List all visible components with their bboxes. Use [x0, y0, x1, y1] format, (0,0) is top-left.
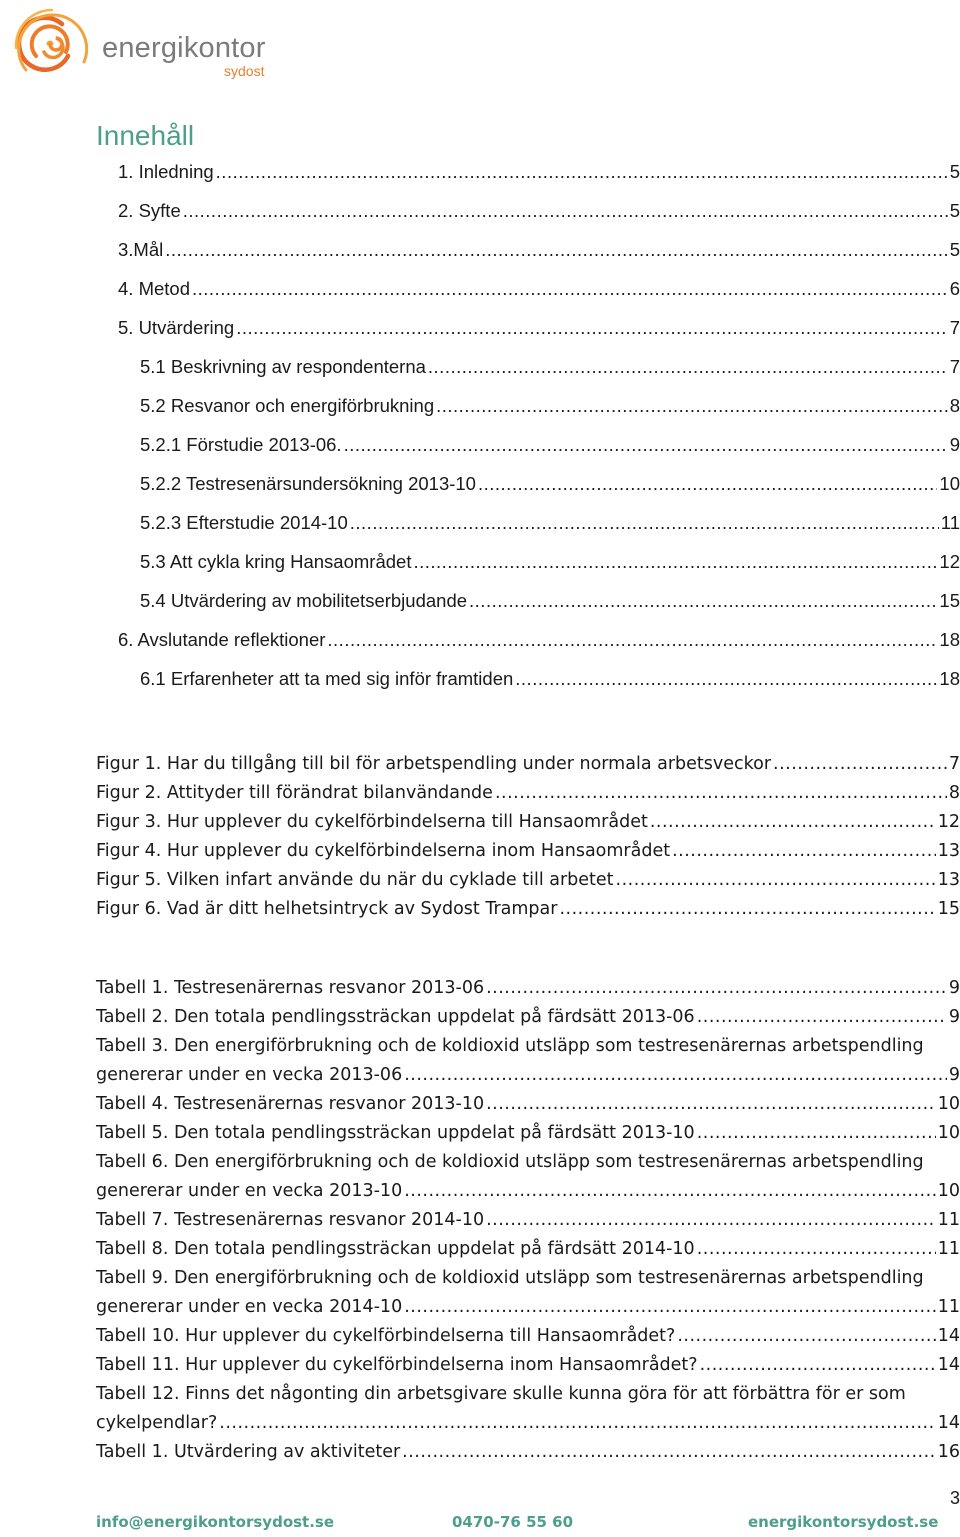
toc-page: 18 [939, 629, 960, 650]
leader-dots [404, 1063, 947, 1087]
table-label: Tabell 11. Hur upplever du cykelförbindelserna inom Hansaområdet? [96, 1355, 698, 1375]
spiral-logo-icon [6, 4, 96, 84]
leader-dots [495, 781, 947, 805]
figure-entry[interactable] [96, 834, 960, 863]
toc-label: 5.2.1 Förstudie 2013-06. [140, 434, 342, 455]
leader-dots [697, 1237, 936, 1261]
table-page: 14 [937, 1326, 960, 1346]
toc-label: 1. Inledning [118, 161, 214, 182]
figure-entry[interactable] [96, 892, 960, 921]
table-label: genererar under en vecka 2013-06 [96, 1065, 403, 1085]
table-label: Tabell 1. Testresenärernas resvanor 2013-06 [96, 978, 485, 998]
leader-dots [236, 316, 948, 340]
table-page: 14 [937, 1413, 960, 1433]
table-entry[interactable] [96, 1058, 960, 1087]
table-entry-line1[interactable]: Tabell 6. Den energiförbrukning och de koldioxid utsläpp som testresenärernas arbetspendling [96, 1152, 924, 1172]
figure-page: 15 [937, 899, 960, 919]
table-entry[interactable] [96, 1174, 960, 1203]
table-page: 10 [937, 1181, 960, 1201]
toc-page: 5 [949, 239, 960, 260]
toc-label: 5.1 Beskrivning av respondenterna [140, 356, 426, 377]
table-label: Tabell 10. Hur upplever du cykelförbindelserna till Hansaområdet? [96, 1326, 676, 1346]
footer-phone[interactable]: 0470-76 55 60 [452, 1513, 574, 1531]
toc-entry[interactable] [140, 585, 960, 613]
footer-web-link[interactable]: energikontorsydost.se [748, 1513, 939, 1531]
leader-dots [413, 550, 937, 574]
table-page: 11 [937, 1239, 960, 1259]
table-entry[interactable] [96, 1116, 960, 1145]
figure-page: 7 [948, 754, 960, 774]
figure-entry[interactable] [96, 863, 960, 892]
logo-sub-text: sydost [224, 63, 265, 79]
table-list [96, 971, 960, 1464]
table-page: 9 [948, 1065, 960, 1085]
leader-dots [650, 810, 936, 834]
leader-dots [773, 752, 947, 776]
toc-label: 5.2 Resvanor och energiförbrukning [140, 395, 435, 416]
toc-page: 5 [949, 200, 960, 221]
table-entry[interactable] [96, 1232, 960, 1261]
leader-dots [616, 868, 936, 892]
leader-dots [486, 1092, 936, 1116]
leader-dots [436, 394, 948, 418]
figure-entry[interactable] [96, 805, 960, 834]
leader-dots [486, 976, 947, 1000]
leader-dots [344, 433, 948, 457]
toc-label: 6.1 Erfarenheter att ta med sig inför framtiden [140, 668, 514, 689]
figure-page: 13 [937, 841, 960, 861]
leader-dots [697, 1005, 947, 1029]
toc-entry[interactable] [118, 312, 960, 340]
leader-dots [559, 897, 935, 921]
figure-label: Figur 3. Hur upplever du cykelförbindelserna till Hansaområdet [96, 812, 648, 832]
toc-page: 10 [939, 473, 960, 494]
toc-page: 15 [939, 590, 960, 611]
toc-page: 11 [940, 512, 960, 533]
figure-label: Figur 4. Hur upplever du cykelförbindelserna inom Hansaområdet [96, 841, 671, 861]
leader-dots [219, 1411, 935, 1435]
table-label: Tabell 7. Testresenärernas resvanor 2014-10 [96, 1210, 485, 1230]
toc-label: 2. Syfte [118, 200, 181, 221]
table-page: 9 [948, 978, 960, 998]
toc-page: 8 [949, 395, 960, 416]
toc-entry[interactable] [140, 429, 960, 457]
toc-entry[interactable] [118, 195, 960, 223]
toc-label: 5. Utvärdering [118, 317, 235, 338]
leader-dots [700, 1353, 936, 1377]
toc-entry[interactable] [118, 234, 960, 262]
toc-page: 18 [939, 668, 960, 689]
table-entry[interactable] [96, 1435, 960, 1464]
leader-dots [183, 199, 948, 223]
table-entry[interactable] [96, 971, 960, 1000]
toc-label: 6. Avslutande reflektioner [118, 629, 326, 650]
table-label: Tabell 5. Den totala pendlingssträckan uppdelat på färdsätt 2013-10 [96, 1123, 695, 1143]
leader-dots [165, 238, 947, 262]
table-label: genererar under en vecka 2013-10 [96, 1181, 403, 1201]
toc-page: 6 [949, 278, 960, 299]
table-label: genererar under en vecka 2014-10 [96, 1297, 403, 1317]
table-entry[interactable] [96, 1203, 960, 1232]
leader-dots [697, 1121, 936, 1145]
table-label: Tabell 4. Testresenärernas resvanor 2013-10 [96, 1094, 485, 1114]
toc-label: 4. Metod [118, 278, 190, 299]
figure-label: Figur 2. Attityder till förändrat bilanvändande [96, 783, 493, 803]
figure-label: Figur 5. Vilken infart använde du när du cyklade till arbetet [96, 870, 614, 890]
table-page: 11 [937, 1210, 960, 1230]
table-page: 16 [937, 1442, 960, 1462]
leader-dots [515, 667, 937, 691]
table-label: Tabell 1. Utvärdering av aktiviteter [96, 1442, 401, 1462]
leader-dots [192, 277, 948, 301]
toc-entry[interactable] [140, 507, 960, 535]
figure-entry[interactable] [96, 747, 960, 776]
leader-dots [478, 472, 937, 496]
page-title: Innehåll [96, 120, 195, 151]
table-label: Tabell 2. Den totala pendlingssträckan uppdelat på färdsätt 2013-06 [96, 1007, 695, 1027]
table-label: cykelpendlar? [96, 1413, 218, 1433]
figure-page: 8 [948, 783, 960, 803]
toc-entry[interactable] [118, 273, 960, 301]
toc-entry[interactable] [140, 663, 960, 691]
leader-dots [469, 589, 937, 613]
table-page: 9 [948, 1007, 960, 1027]
figure-label: Figur 1. Har du tillgång till bil för arbetspendling under normala arbetsveckor [96, 754, 772, 774]
toc-label: 5.2.3 Efterstudie 2014-10 [140, 512, 348, 533]
toc-page: 12 [939, 551, 960, 572]
leader-dots [486, 1208, 936, 1232]
table-entry[interactable] [96, 1406, 960, 1435]
leader-dots [404, 1295, 936, 1319]
table-page: 14 [937, 1355, 960, 1375]
table-entry[interactable] [96, 1319, 960, 1348]
logo [6, 4, 286, 84]
table-label: Tabell 8. Den totala pendlingssträckan uppdelat på färdsätt 2014-10 [96, 1239, 695, 1259]
figure-label: Figur 6. Vad är ditt helhetsintryck av Sydost Trampar [96, 899, 558, 919]
leader-dots [327, 628, 937, 652]
table-entry-line1[interactable]: Tabell 9. Den energiförbrukning och de koldioxid utsläpp som testresenärernas arbetspendling [96, 1268, 924, 1288]
toc-page: 5 [949, 161, 960, 182]
toc-label: 5.4 Utvärdering av mobilitetserbjudande [140, 590, 468, 611]
table-page: 10 [937, 1094, 960, 1114]
toc-page: 7 [949, 356, 960, 377]
figure-entry[interactable] [96, 776, 960, 805]
table-page: 10 [937, 1123, 960, 1143]
leader-dots [350, 511, 939, 535]
table-entry[interactable] [96, 1000, 960, 1029]
toc-label: 5.2.2 Testresenärsundersökning 2013-10 [140, 473, 476, 494]
table-entry[interactable] [96, 1348, 960, 1377]
toc-entry[interactable] [118, 624, 960, 652]
leader-dots [402, 1440, 936, 1464]
toc-entry[interactable] [140, 351, 960, 379]
table-entry-line1[interactable]: Tabell 3. Den energiförbrukning och de koldioxid utsläpp som testresenärernas arbetspendling [96, 1036, 924, 1056]
toc-label: 5.3 Att cykla kring Hansaområdet [140, 551, 412, 572]
table-entry-line1[interactable]: Tabell 12. Finns det någonting din arbetsgivare skulle kunna göra för att förbättra för er som [96, 1384, 906, 1404]
figure-page: 13 [937, 870, 960, 890]
table-entry[interactable] [96, 1087, 960, 1116]
toc-page: 9 [949, 434, 960, 455]
toc-page: 7 [949, 317, 960, 338]
table-entry[interactable] [96, 1290, 960, 1319]
page-number: 3 [949, 1488, 960, 1508]
leader-dots [677, 1324, 935, 1348]
leader-dots [672, 839, 936, 863]
figure-list [96, 747, 960, 921]
leader-dots [404, 1179, 936, 1203]
logo-brand-text: energikontor [102, 32, 266, 64]
leader-dots [428, 355, 948, 379]
figure-page: 12 [937, 812, 960, 832]
toc-label: 3.Mål [118, 239, 164, 260]
toc-entry[interactable] [140, 546, 960, 574]
toc-entry[interactable] [118, 156, 960, 184]
toc-entry[interactable] [140, 390, 960, 418]
leader-dots [216, 160, 948, 184]
table-page: 11 [937, 1297, 960, 1317]
toc-entry[interactable] [140, 468, 960, 496]
footer-email-link[interactable]: info@energikontorsydost.se [96, 1513, 335, 1531]
